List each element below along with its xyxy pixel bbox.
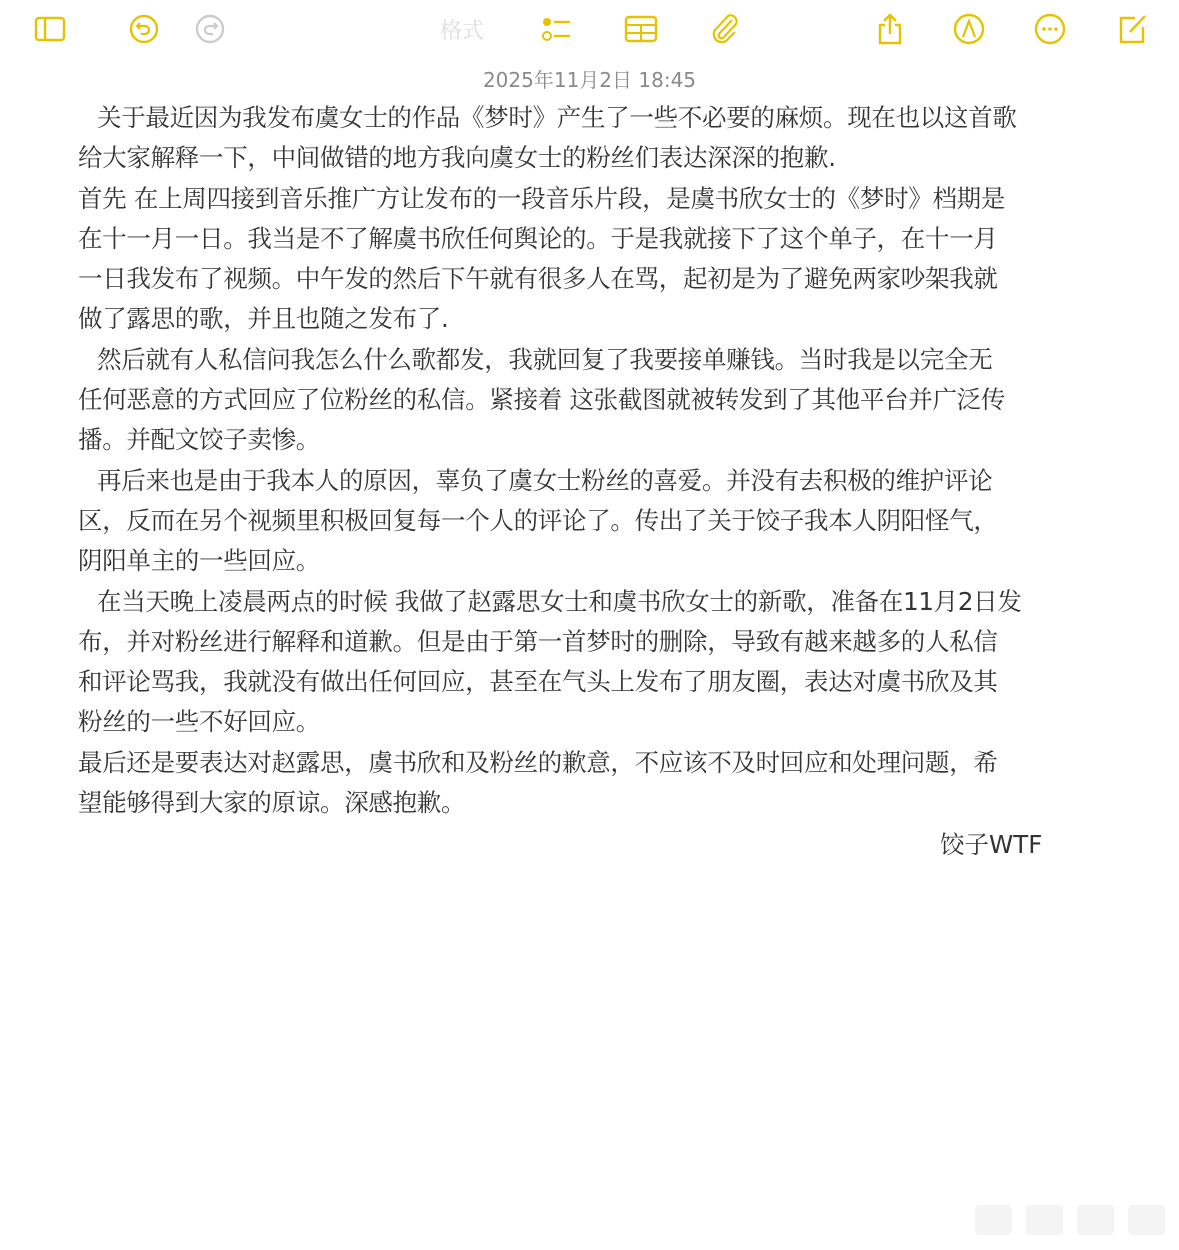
attachment-button[interactable] xyxy=(706,10,744,48)
markup-icon xyxy=(952,12,986,46)
more-button[interactable] xyxy=(1031,10,1069,48)
note-line: 首先 在上周四接到音乐推广方让发布的一段音乐片段，是虞书欣女士的《梦时》档期是 xyxy=(78,183,1006,213)
table-button[interactable] xyxy=(622,10,660,48)
note-line: 一日我发布了视频。中午发的然后下午就有很多人在骂，起初是为了避免两家吵架我就 xyxy=(78,264,998,294)
signature: 饺子WTF xyxy=(940,830,1043,859)
note-line: 阴阳单主的一些回应。 xyxy=(78,546,320,576)
note-line: 做了露思的歌，并且也随之发布了. xyxy=(78,304,449,334)
note-line: 然后就有人私信问我怎么什么歌都发，我就回复了我要接单赚钱。当时我是以完全无 xyxy=(97,344,993,374)
note-line: 再后来也是由于我本人的原因，辜负了虞女士粉丝的喜爱。并没有去积极的维护评论 xyxy=(97,465,993,495)
compose-button[interactable] xyxy=(1113,10,1151,48)
note-line: 和评论骂我，我就没有做出任何回应，甚至在气头上发布了朋友圈，表达对虞书欣及其 xyxy=(78,667,998,697)
checklist-icon xyxy=(539,12,573,46)
note-line: 区，反而在另个视频里积极回复每一个人的评论了。传出了关于饺子我本人阴阳怪气， xyxy=(78,505,998,535)
attachment-icon xyxy=(708,12,742,46)
note-line: 任何恶意的方式回应了位粉丝的私信。紧接着 这张截图就被转发到了其他平台并广泛传 xyxy=(78,385,1006,415)
redo-button[interactable] xyxy=(191,10,229,48)
note-line: 关于最近因为我发布虞女士的作品《梦时》产生了一些不必要的麻烦。现在也以这首歌 xyxy=(97,103,1017,132)
redo-icon xyxy=(193,12,227,46)
note-line: 最后还是要表达对赵露思，虞书欣和及粉丝的歉意，不应该不及时回应和处理问题，希 xyxy=(78,747,998,777)
markup-button[interactable] xyxy=(950,10,988,48)
note-date: 2025年11月2日 18:45 xyxy=(482,68,697,92)
undo-button[interactable] xyxy=(125,10,163,48)
note-line: 布，并对粉丝进行解释和道歉。但是由于第一首梦时的删除，导致有越来越多的人私信 xyxy=(78,626,998,656)
note-line: 在当天晚上凌晨两点的时候 我做了赵露思女士和虞书欣女士的新歌，准备在11月2日发 xyxy=(97,586,1022,616)
table-icon xyxy=(624,12,658,46)
note-line: 给大家解释一下，中间做错的地方我向虞女士的粉丝们表达深深的抱歉. xyxy=(78,143,836,173)
undo-icon xyxy=(127,12,161,46)
note-body[interactable] xyxy=(78,98,1118,823)
note-line: 粉丝的一些不好回应。 xyxy=(78,707,320,737)
note-line: 望能够得到大家的原谅。深感抱歉。 xyxy=(78,788,466,818)
note-line: 播。并配文饺子卖惨。 xyxy=(78,425,320,455)
sidebar-icon xyxy=(33,12,67,46)
compose-icon xyxy=(1115,12,1149,46)
share-button[interactable] xyxy=(871,10,909,48)
more-icon xyxy=(1033,12,1067,46)
note-line: 在十一月一日。我当是不了解虞书欣任何舆论的。于是我就接下了这个单子，在十一月 xyxy=(78,223,998,253)
format-button[interactable]: 格式 xyxy=(440,19,485,44)
share-icon xyxy=(873,12,907,46)
watermark xyxy=(975,1205,1165,1235)
sidebar-toggle-button[interactable] xyxy=(31,10,69,48)
toolbar xyxy=(0,0,1179,60)
checklist-button[interactable] xyxy=(537,10,575,48)
